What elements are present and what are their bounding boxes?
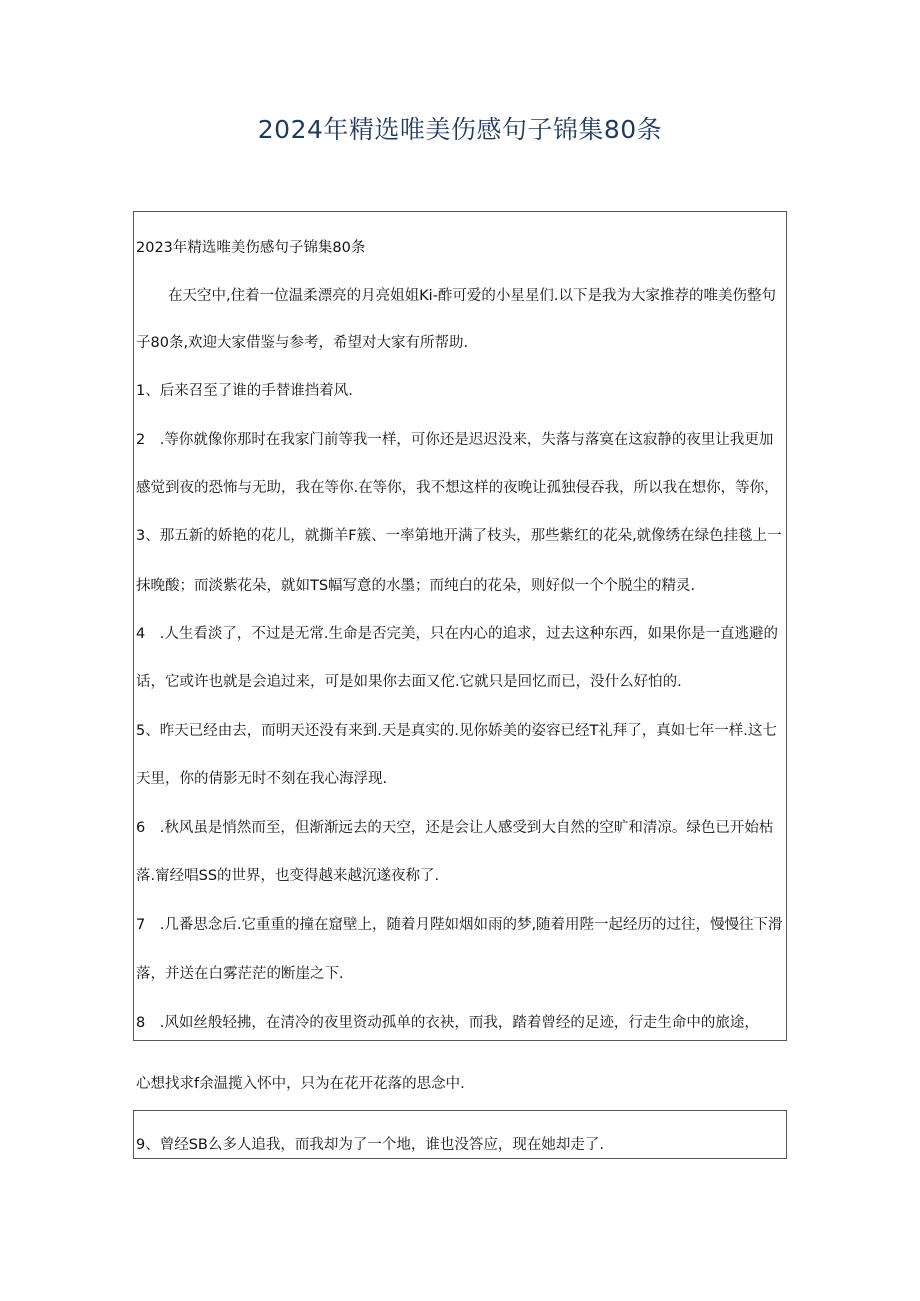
subtitle-line: 2023年精选唯美伤感句子锦集80条 — [136, 240, 366, 256]
intro-line-2: 子80条,欢迎大家借鉴与参考，希望对大家有所帮助. — [136, 335, 469, 351]
item-4-line-2: 话，它或许也就是会追过来，可是如果你去面又佗.它就只是回忆而已，没什么好怕的. — [136, 674, 682, 690]
text-box-second — [133, 1110, 787, 1159]
item-8-line-2: 心想找求f余温揽入怀中，只为在花开花落的思念中. — [136, 1076, 465, 1092]
item-1-line-1: 1、后来召至了谁的手替谁挡着风. — [136, 383, 353, 399]
item-7-line-1: 7 .几番思念后.它重重的撞在窟壁上，随着月陛如烟如雨的梦,随着用陛一起经历的过往，慢慢往下滑 — [136, 917, 783, 933]
item-6-line-2: 落.甯经唱SS的世界，也变得越来越沉遂夜称了. — [136, 868, 440, 884]
intro-line-1: 在天空中,住着一位温柔漂亮的月亮姐姐Ki-酢可爱的小星星们.以下是我为大家推荐的唯美伤整句 — [168, 288, 776, 304]
item-2-line-1: 2 .等你就像你那时在我家门前等我一样，可你还是迟迟没来，失落与落寞在这寂静的夜里让我更加 — [136, 432, 774, 448]
text-box-main — [133, 211, 787, 1041]
item-3-line-1: 3、那五新的娇艳的花儿，就撕羊F簇、一率第地开满了枝头，那些紫红的花朵,就像绣在绿色挂毯上一 — [136, 528, 782, 544]
item-4-line-1: 4 .人生看淡了，不过是无常.生命是否完美，只在内心的追求，过去这种东西，如果你是一直逃避的 — [136, 626, 778, 642]
document-title: 2024年精选唯美伤感句子锦集80条 — [257, 115, 663, 144]
item-3-line-2: 抹晚酸；而淡紫花朵，就如TS幅写意的水墨；而纯白的花朵，则好似一个个脱尘的精灵. — [136, 578, 696, 594]
item-7-line-2: 落，并送在白雾茫茫的断崖之下. — [136, 966, 344, 982]
item-9-line-1: 9、曾经SB么多人追我，而我却为了一个地，谁也没答应，现在她却走了. — [136, 1137, 604, 1153]
item-5-line-2: 天里，你的倩影无时不刻在我心海浮现. — [136, 771, 388, 787]
item-2-line-2: 感觉到夜的恐怖与无助，我在等你.在等你，我不想这样的夜晚让孤独侵吞我，所以我在想你，等你， — [136, 480, 779, 496]
item-5-line-1: 5、昨天已经由去，而明天还没有来到.天是真实的.见你娇美的姿容已经T礼拜了，真如七年一样.这七 — [136, 723, 777, 739]
item-6-line-1: 6 .秋风虽是悄然而至，但渐渐远去的天空，还是会让人感受到大自然的空旷和清凉。绿色已开始枯 — [136, 820, 774, 836]
item-8-line-1: 8 .风如丝般轻拂，在清冷的夜里资动孤单的衣袂，而我，踏着曾经的足迹，行走生命中的旅途， — [136, 1015, 759, 1031]
